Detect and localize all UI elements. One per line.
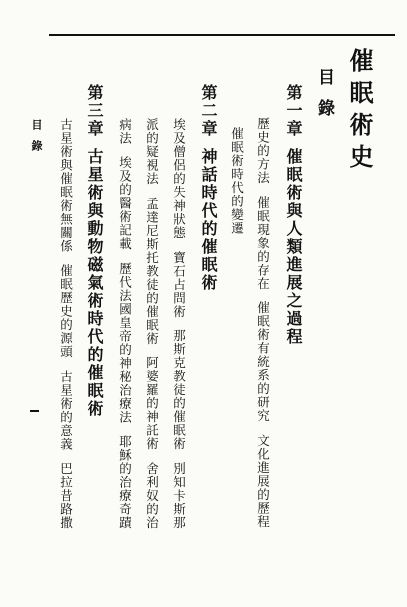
toc-entry: 古星術的意義 — [58, 369, 74, 451]
toc-entry: 那斯克教徒的催眠術 — [171, 329, 187, 451]
toc-entry: 耶穌的治療奇蹟 — [117, 434, 133, 529]
toc-entry: 舍利奴的治 — [144, 461, 160, 529]
chapter-1-number: 第一章 — [284, 84, 303, 138]
chapter-3-heading — [86, 84, 102, 418]
toc-entry: 病法 — [117, 118, 133, 145]
chapter-1-entry-line-2 — [230, 127, 243, 235]
toc-entry: 古星術與催眠術無關係 — [58, 118, 74, 253]
chapter-2-heading — [200, 84, 216, 292]
toc-entry: 催眠歷史的源頭 — [58, 264, 74, 359]
toc-entry: 派的疑視法 — [144, 118, 160, 186]
chapter-1-title: 催眠術與人類進展之過程 — [284, 148, 303, 346]
chapter-2-title: 神話時代的催眠術 — [199, 148, 218, 292]
chapter-1-entry-line-1 — [256, 117, 269, 528]
chapter-3-entry-line-1 — [59, 118, 72, 529]
toc-entry: 埃及僧侶的失神狀態 — [171, 118, 187, 240]
chapter-3-title: 古星術與動物磁氣術時代的催眠術 — [85, 148, 104, 418]
page-number — [30, 410, 39, 412]
toc-entry: 埃及的醫術記載 — [117, 156, 133, 251]
toc-entry: 文化進展的歷程 — [255, 433, 271, 528]
chapter-2-number: 第二章 — [199, 84, 218, 138]
top-rule — [49, 34, 395, 36]
toc-entry: 歷史的方法 — [255, 117, 271, 185]
running-label: 目錄 — [30, 119, 43, 161]
book-title: 催眠術史 — [345, 48, 374, 176]
chapter-1-heading — [285, 84, 301, 346]
toc-entry: 寶石占問術 — [171, 250, 187, 318]
toc-entry: 阿婆羅的神託術 — [144, 356, 160, 451]
toc-entry: 巴拉昔路撒 — [58, 461, 74, 529]
toc-entry: 催眠術時代的變遷 — [229, 127, 245, 235]
toc-entry: 催眠術有統系的研究 — [255, 301, 271, 423]
chapter-3-number: 第三章 — [85, 84, 104, 138]
chapter-2-entry-line-3 — [118, 118, 131, 529]
toc-entry: 別知卡斯那 — [171, 461, 187, 529]
page-number-text — [30, 412, 31, 413]
toc-entry: 催眠現象的存在 — [255, 195, 271, 290]
chapter-2-entry-line-2 — [145, 118, 158, 529]
toc-entry: 孟達尼斯托教徒的催眠術 — [144, 196, 160, 345]
toc-heading: 目錄 — [314, 68, 334, 130]
chapter-2-entry-line-1 — [172, 118, 185, 529]
toc-entry: 歷代法國皇帝的神秘治療法 — [117, 261, 133, 424]
